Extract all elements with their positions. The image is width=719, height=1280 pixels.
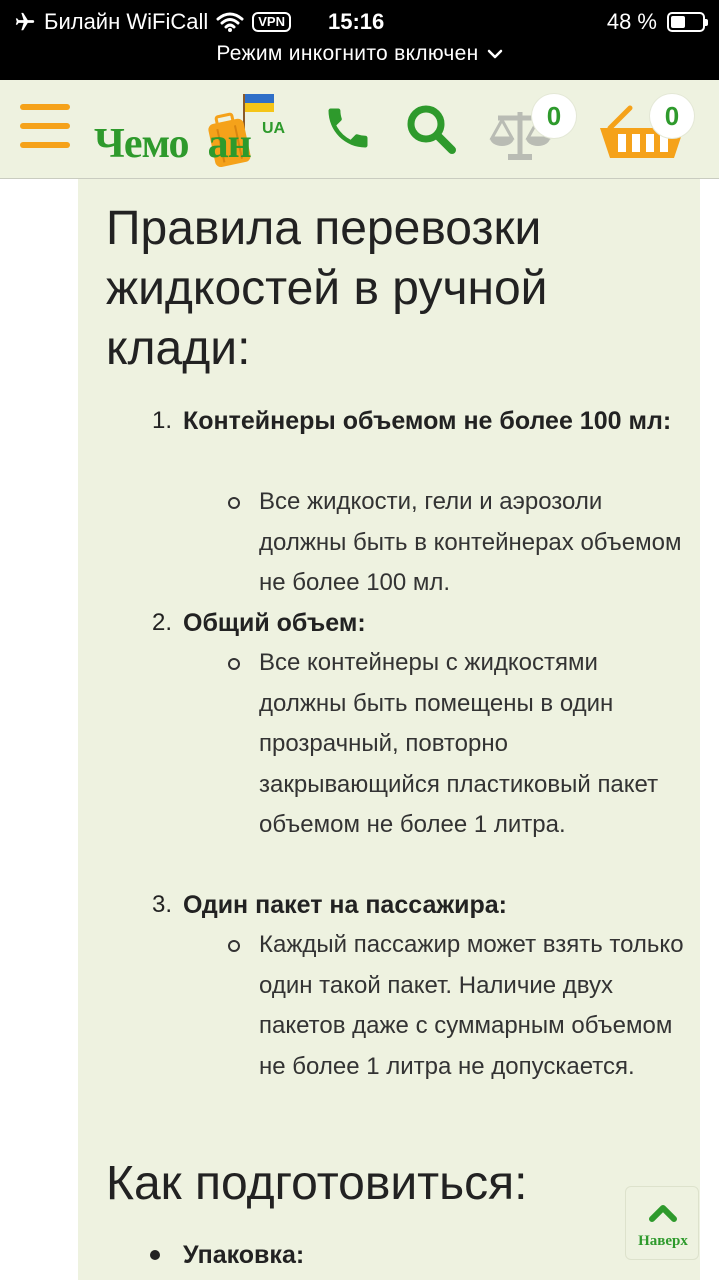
circle-bullet-icon [228, 658, 240, 670]
logo-wordmark: Чемо ан [94, 121, 251, 167]
circle-bullet-icon [228, 940, 240, 952]
chevron-up-icon [648, 1203, 678, 1223]
battery-icon [667, 12, 705, 32]
incognito-banner[interactable] [0, 42, 719, 66]
rule-description: Все контейнеры с жидкостями должны быть помещены в один прозрачный, повторно закрывающийся пластиковый пакет объемом не более 1 литра. [259, 649, 659, 838]
airplane-icon [14, 11, 36, 33]
carrier-name: Билайн WiFiCall [44, 9, 209, 34]
article-content [78, 179, 700, 1280]
rules-heading: Правила перевозки жидкостей в ручной клади: [106, 202, 548, 375]
rule-heading: Контейнеры объемом не более 100 мл: [183, 407, 672, 435]
circle-bullet-icon [228, 497, 240, 509]
compare-count-badge: 0 [532, 94, 576, 138]
back-to-top-label: Наверх [638, 1233, 688, 1249]
prepare-heading: Как подготовиться: [106, 1157, 528, 1210]
rule-description: Все жидкости, гели и аэрозоли должны быть в контейнерах объемом не более 100 мл. [259, 488, 682, 596]
clock: 15:16 [328, 9, 385, 34]
vpn-badge: VPN [252, 12, 291, 32]
search-icon[interactable] [404, 102, 458, 156]
logo-ua: UA [262, 120, 286, 137]
phone-icon[interactable] [322, 102, 374, 154]
rule-heading: Один пакет на пассажира: [183, 891, 507, 919]
cart-count-badge: 0 [650, 94, 694, 138]
list-number: 1. [151, 407, 172, 434]
chevron-down-icon [487, 48, 503, 60]
bullet-icon [150, 1250, 160, 1260]
battery-percent: 48 % [606, 9, 657, 34]
status-bar [0, 0, 719, 80]
incognito-label: Режим инкогнито включен [216, 42, 479, 65]
compare-button[interactable] [488, 94, 562, 164]
menu-icon[interactable] [20, 104, 70, 154]
wifi-icon [216, 11, 244, 33]
list-number: 2. [151, 609, 172, 636]
rule-description: Каждый пассажир может взять только один такой пакет. Наличие двух пакетов даже с суммарным объемом не более 1 литра не допускается. [259, 931, 684, 1080]
site-logo[interactable] [94, 90, 294, 170]
cart-button[interactable] [590, 94, 700, 164]
list-number: 3. [151, 891, 172, 918]
rule-heading: Общий объем: [183, 609, 366, 637]
packing-label: Упаковка: [183, 1241, 305, 1269]
back-to-top-button[interactable] [625, 1186, 699, 1260]
site-header [0, 80, 719, 179]
